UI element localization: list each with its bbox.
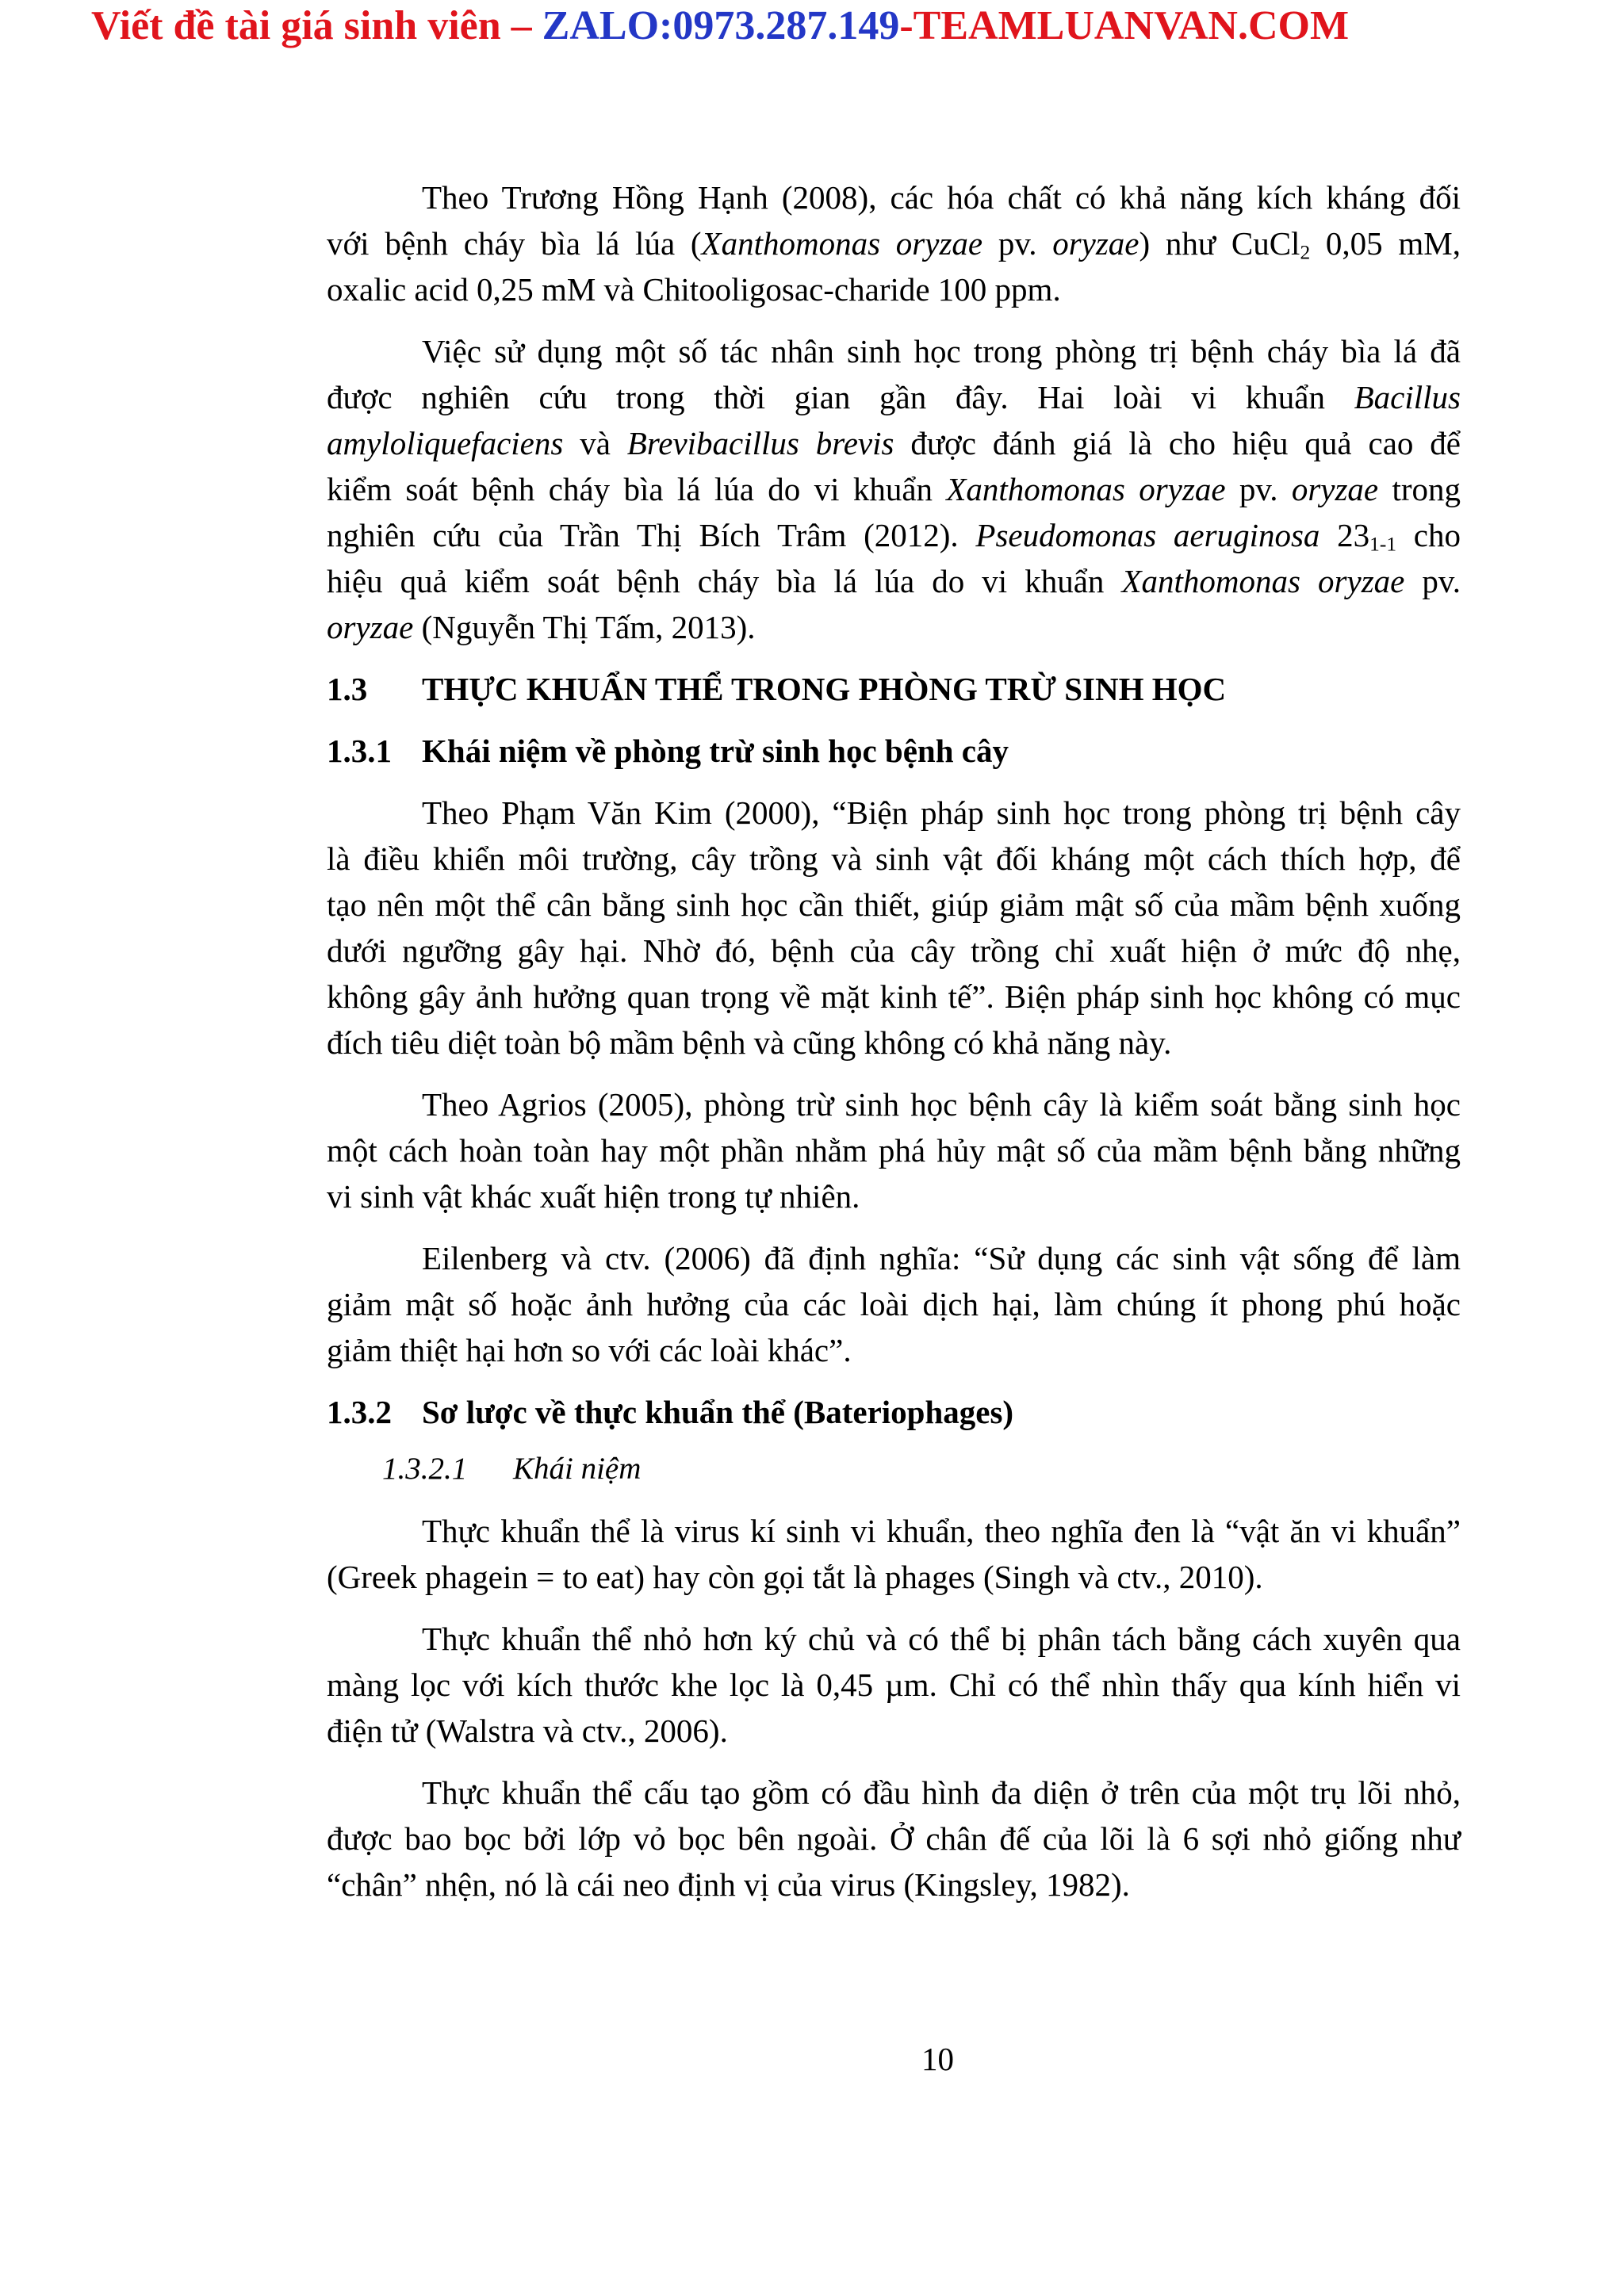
paragraph — [327, 1081, 1461, 1219]
header-prefix: Viết đề tài giá sinh viên – — [91, 3, 542, 48]
paragraph — [327, 1616, 1461, 1754]
text-line — [327, 1616, 1461, 1662]
text-line — [327, 928, 1461, 974]
text-run: màng lọc với kích thước khe lọc là 0,45 µm. Chỉ có thể nhìn thấy qua kính hiển vi — [327, 1667, 1461, 1703]
text-line — [327, 604, 1461, 650]
header-zalo-contact: ZALO:0973.287.149 — [542, 3, 900, 48]
paragraph — [327, 1235, 1461, 1373]
heading-title: Sơ lược về thực khuẩn thể (Bateriophages) — [422, 1394, 1014, 1430]
page-header-banner — [91, 0, 1349, 52]
section-heading — [327, 1389, 1461, 1435]
italic-term: Xanthomonas oryzae — [946, 471, 1226, 507]
heading-number: 1.3.2 — [327, 1394, 392, 1430]
text-run: pv. — [1404, 563, 1461, 599]
text-run: giảm mật số hoặc ảnh hưởng của các loài dịch hại, làm chúng ít phong phú hoặc — [327, 1286, 1461, 1322]
heading-title: THỰC KHUẨN THỂ TRONG PHÒNG TRỪ SINH HỌC — [422, 671, 1227, 707]
text-line — [327, 374, 1461, 420]
text-run: Việc sử dụng một số tác nhân sinh học trong phòng trị bệnh cháy bìa lá đã — [422, 333, 1461, 369]
paragraph — [327, 174, 1461, 312]
text-run: dưới ngưỡng gây hại. Nhờ đó, bệnh của cây trồng chỉ xuất hiện ở mức độ nhẹ, — [327, 932, 1461, 969]
text-run: pv. — [982, 225, 1053, 262]
subscript: 1-1 — [1369, 533, 1397, 556]
text-run: không gây ảnh hưởng quan trọng về mặt kinh tế”. Biện pháp sinh học không có mục — [327, 978, 1461, 1015]
text-line — [327, 1708, 1461, 1754]
text-line — [327, 174, 1461, 220]
text-run: 23 — [1320, 517, 1370, 553]
italic-term: amyloliquefaciens — [327, 425, 564, 461]
text-run: điện tử (Walstra và ctv., 2006). — [327, 1712, 728, 1749]
text-line — [327, 1770, 1461, 1816]
subscript: 2 — [1300, 241, 1311, 264]
text-run: được bao bọc bởi lớp vỏ bọc bên ngoài. Ở chân đế của lõi là 6 sợi nhỏ giống như — [327, 1820, 1461, 1857]
italic-term: oryzae — [327, 609, 414, 645]
text-line — [327, 1081, 1461, 1127]
text-line — [327, 220, 1461, 266]
italic-term: Xanthomonas oryzae — [701, 225, 983, 262]
text-line — [327, 1508, 1461, 1554]
heading-number: 1.3.1 — [327, 733, 392, 769]
italic-term: Bacillus — [1354, 379, 1461, 415]
header-site: -TEAMLUANVAN.COM — [899, 3, 1350, 48]
text-run: giảm thiệt hại hơn so với các loài khác”. — [327, 1332, 852, 1368]
text-run: (Greek phagein = to eat) hay còn gọi tắt là phages (Singh và ctv., 2010). — [327, 1559, 1263, 1595]
text-run: (Nguyễn Thị Tấm, 2013). — [413, 609, 756, 645]
text-run: được đánh giá là cho hiệu quả cao để — [894, 425, 1461, 461]
text-line — [327, 1327, 1461, 1373]
text-line — [327, 1173, 1461, 1219]
section-heading — [327, 728, 1461, 774]
text-run: ) như CuCl — [1139, 225, 1300, 262]
text-line — [327, 790, 1461, 836]
text-run: Thực khuẩn thể cấu tạo gồm có đầu hình đa diện ở trên của một trụ lõi nhỏ, — [422, 1774, 1461, 1811]
text-line — [327, 266, 1461, 312]
text-run: một cách hoàn toàn hay một phần nhằm phá hủy mật số của mầm bệnh bằng những — [327, 1132, 1461, 1169]
italic-term: Pseudomonas aeruginosa — [975, 517, 1320, 553]
text-run: Theo Trương Hồng Hạnh (2008), các hóa chất có khả năng kích kháng đối — [422, 179, 1461, 216]
text-line — [327, 1281, 1461, 1327]
text-run: oxalic acid 0,25 mM và Chitooligosac-charide 100 ppm. — [327, 271, 1061, 308]
text-run: Thực khuẩn thể là virus kí sinh vi khuẩn, theo nghĩa đen là “vật ăn vi khuẩn” — [422, 1513, 1461, 1549]
text-run: kiểm soát bệnh cháy bìa lá lúa do vi khuẩn — [327, 471, 947, 507]
heading-title: Khái niệm về phòng trừ sinh học bệnh cây — [422, 733, 1009, 769]
heading-title: Khái niệm — [513, 1452, 642, 1486]
text-line — [327, 974, 1461, 1020]
text-run: pv. — [1225, 471, 1292, 507]
text-line — [327, 420, 1461, 466]
italic-term: oryzae — [1291, 471, 1379, 507]
subsection-heading — [327, 1446, 1461, 1492]
text-run: với bệnh cháy bìa lá lúa ( — [327, 225, 702, 262]
text-run: Theo Agrios (2005), phòng trừ sinh học bệnh cây là kiểm soát bằng sinh học — [422, 1086, 1461, 1123]
text-line — [327, 1862, 1461, 1908]
text-line — [327, 1127, 1461, 1173]
text-line — [327, 1662, 1461, 1708]
text-run: nghiên cứu của Trần Thị Bích Trâm (2012). — [327, 517, 976, 553]
italic-term: oryzae — [1052, 225, 1139, 262]
text-run: đích tiêu diệt toàn bộ mầm bệnh và cũng không có khả năng này. — [327, 1024, 1172, 1061]
section-heading — [327, 666, 1461, 712]
document-body — [327, 174, 1461, 1908]
paragraph — [327, 328, 1461, 650]
text-run: Thực khuẩn thể nhỏ hơn ký chủ và có thể bị phân tách bằng cách xuyên qua — [422, 1621, 1461, 1657]
paragraph — [327, 1770, 1461, 1908]
text-line — [327, 882, 1461, 928]
text-run: Eilenberg và ctv. (2006) đã định nghĩa: “Sử dụng các sinh vật sống để làm — [422, 1240, 1461, 1276]
text-run: Theo Phạm Văn Kim (2000), “Biện pháp sinh học trong phòng trị bệnh cây — [422, 794, 1461, 831]
text-run: trong — [1378, 471, 1461, 507]
page-number: 10 — [921, 2041, 954, 2077]
text-line — [327, 1020, 1461, 1066]
text-run: 0,05 mM, — [1310, 225, 1461, 262]
heading-number: 1.3.2.1 — [382, 1452, 468, 1486]
text-run: tạo nên một thể cân bằng sinh học cần thiết, giúp giảm mật số của mầm bệnh xuống — [327, 886, 1461, 923]
italic-term: Brevibacillus brevis — [626, 425, 894, 461]
text-line — [327, 328, 1461, 374]
text-line — [327, 512, 1461, 558]
text-line — [327, 466, 1461, 512]
text-run: được nghiên cứu trong thời gian gần đây. Hai loài vi khuẩn — [327, 379, 1354, 415]
italic-term: Xanthomonas oryzae — [1121, 563, 1405, 599]
text-run: cho — [1396, 517, 1461, 553]
paragraph — [327, 1508, 1461, 1600]
text-line — [327, 836, 1461, 882]
text-line — [327, 1554, 1461, 1600]
paragraph — [327, 790, 1461, 1066]
text-line — [327, 558, 1461, 604]
text-run: và — [563, 425, 627, 461]
heading-number: 1.3 — [327, 671, 368, 707]
text-line — [327, 1816, 1461, 1862]
text-run: “chân” nhện, nó là cái neo định vị của virus (Kingsley, 1982). — [327, 1866, 1130, 1903]
text-line — [327, 1235, 1461, 1281]
text-run: hiệu quả kiểm soát bệnh cháy bìa lá lúa do vi khuẩn — [327, 563, 1122, 599]
text-run: là điều khiển môi trường, cây trồng và sinh vật đối kháng một cách thích hợp, để — [327, 840, 1461, 877]
text-run: vi sinh vật khác xuất hiện trong tự nhiên. — [327, 1178, 860, 1215]
